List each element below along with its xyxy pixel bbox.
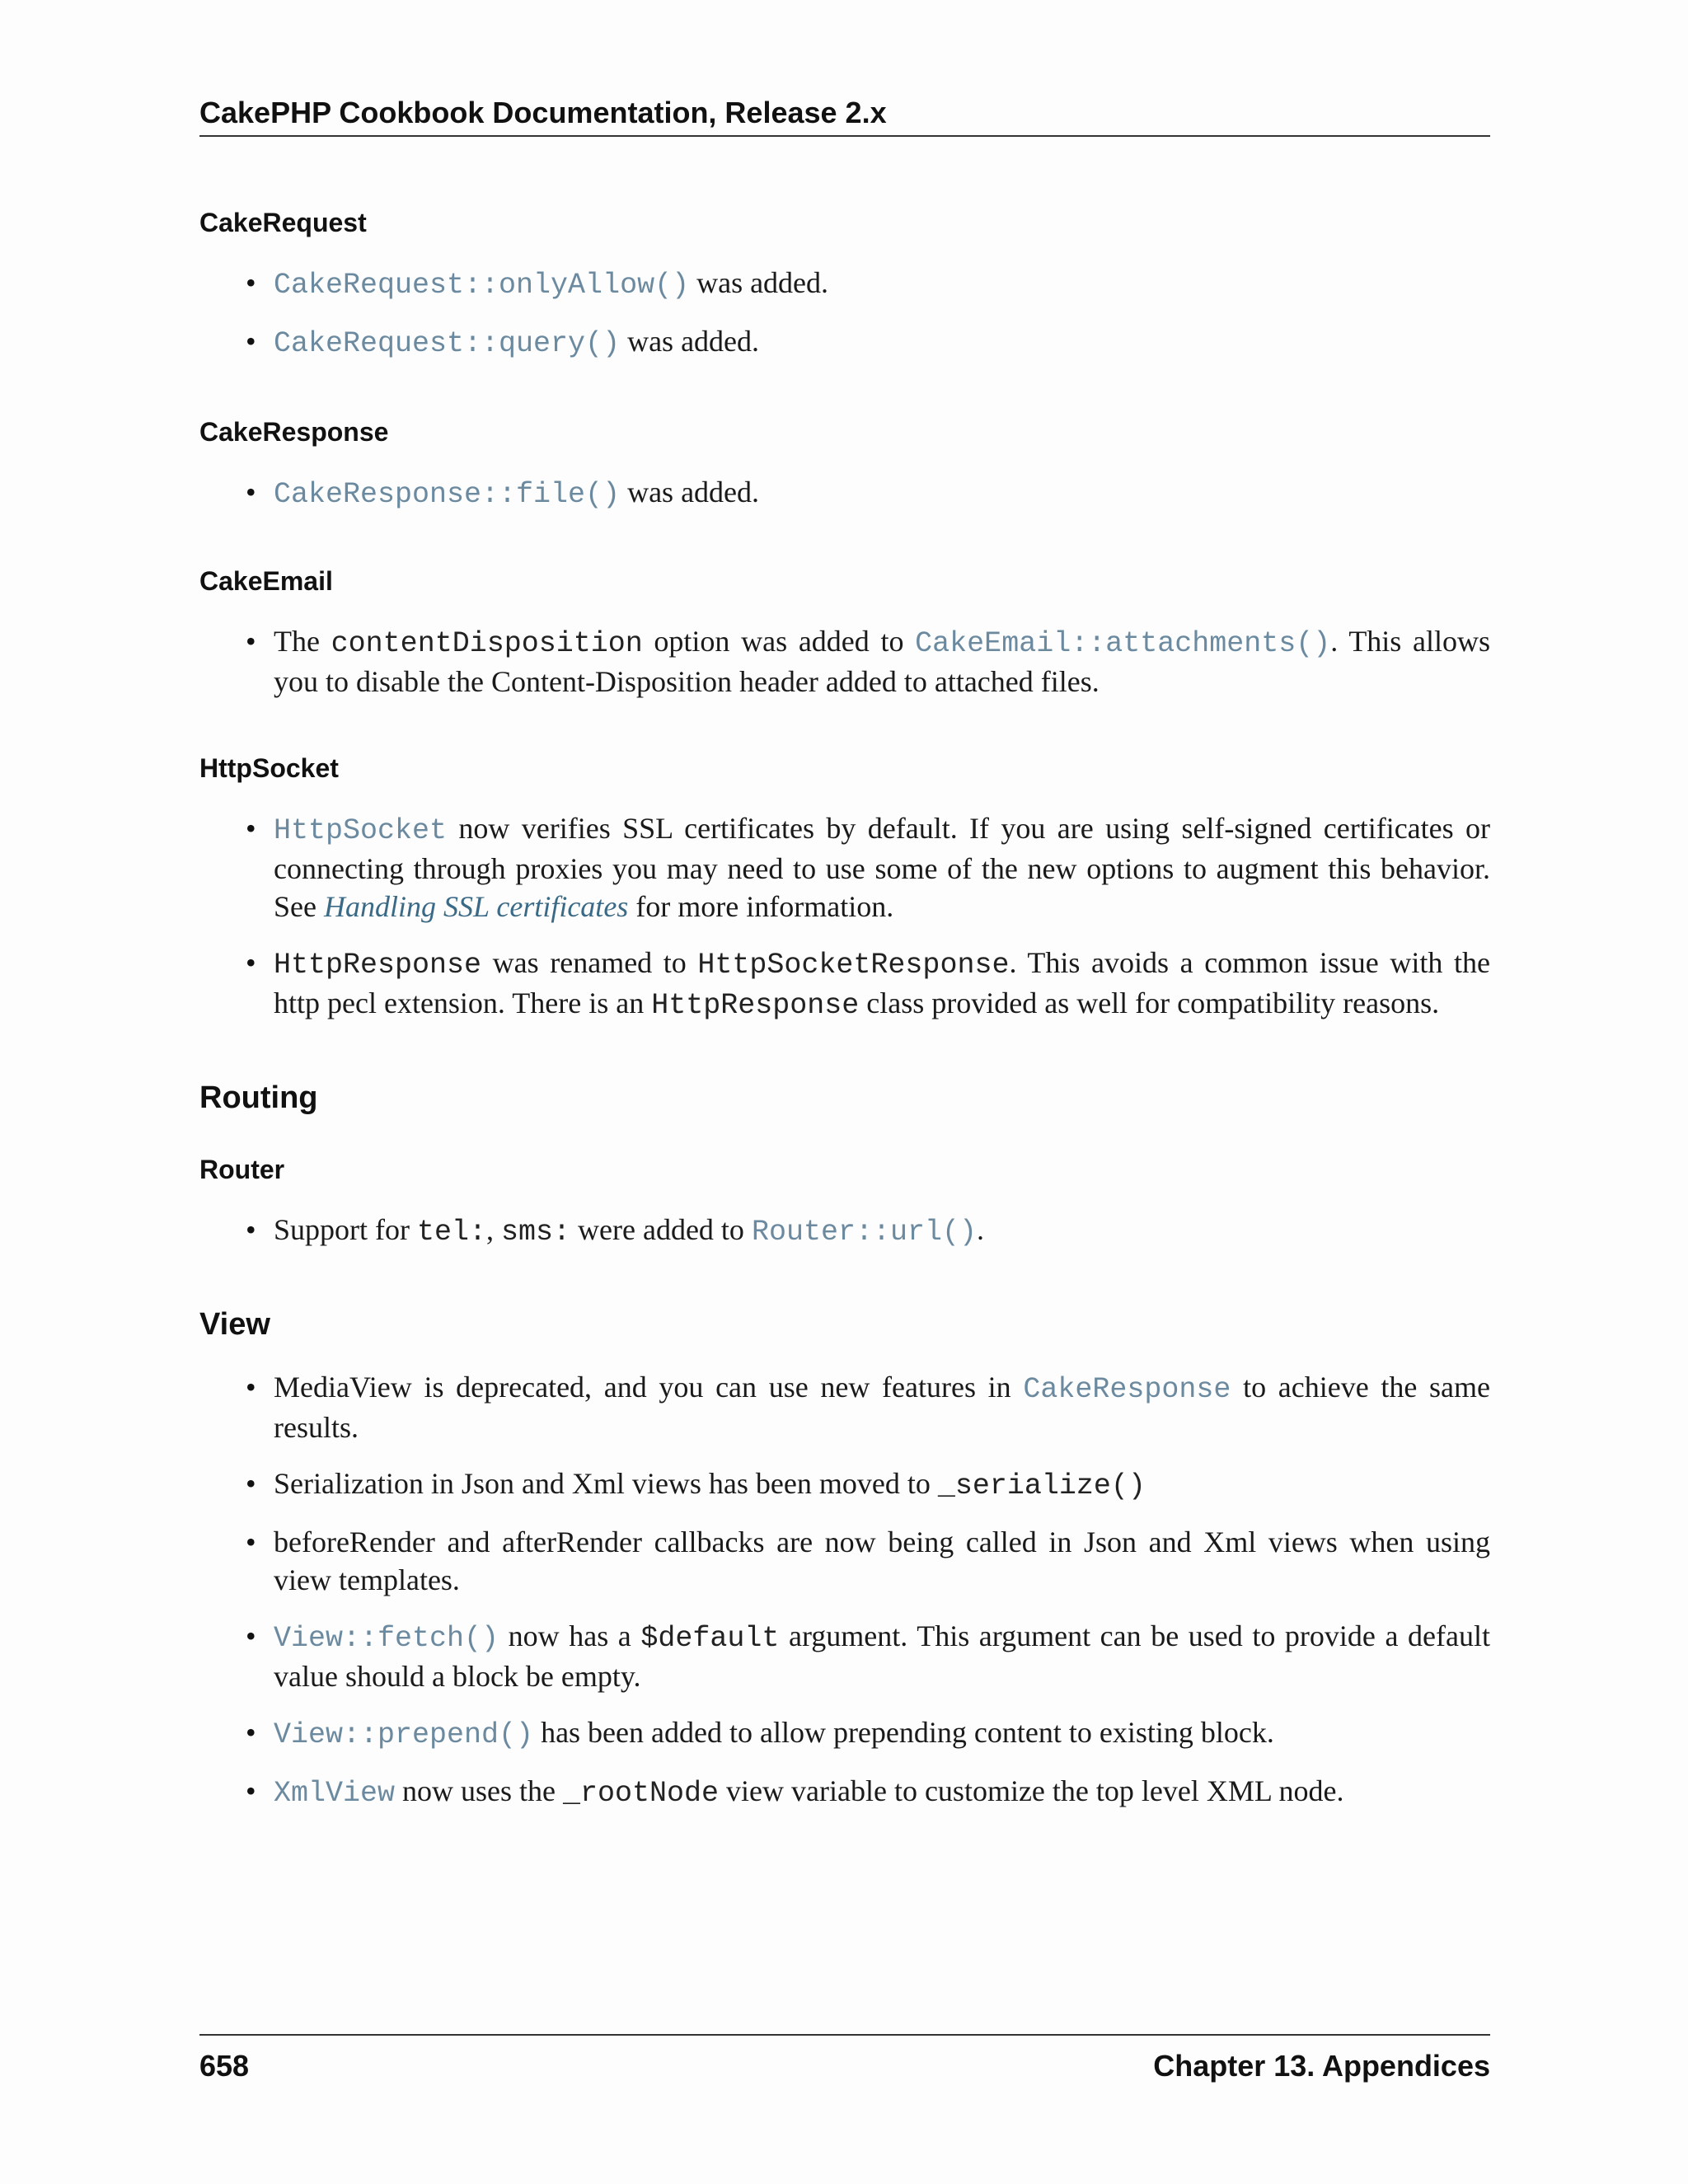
cakeresponse-list [199, 473, 1490, 513]
cakeresponse-file-link[interactable]: CakeResponse::file() [274, 478, 621, 511]
list-item: • CakeResponse::file() was added. [199, 473, 1490, 513]
list-item: • beforeRender and afterRender callbacks are now being called in Json and Xml views when using view templates. [199, 1523, 1490, 1599]
heading-view: View [199, 1307, 270, 1342]
cakeemail-list [199, 622, 1490, 701]
page-number: 658 [199, 2049, 250, 2083]
list-item: • HttpSocket now verifies SSL certificates by default. If you are using self-signed certificates or connecting through proxies you may need to use some of the new options to augment this behavior. See Handling SSL certificates for more information. [199, 809, 1490, 926]
list-item: • CakeRequest::query() was added. [199, 322, 1490, 363]
xmlview-link[interactable]: XmlView [274, 1777, 396, 1810]
handling-ssl-certificates-link[interactable]: Handling SSL certificates [323, 890, 629, 923]
view-fetch-link[interactable]: View::fetch() [274, 1622, 499, 1655]
page-content [199, 135, 1490, 1812]
page-header [199, 91, 1490, 137]
list-item: • Support for tel:, sms: were added to Router::url(). [199, 1211, 1490, 1251]
view-list [199, 1368, 1490, 1812]
httpsocket-list [199, 809, 1490, 1024]
cakeemail-attachments-link[interactable]: CakeEmail::attachments() [915, 627, 1331, 660]
heading-routing: Routing [199, 1080, 318, 1115]
router-url-link[interactable]: Router::url() [751, 1216, 977, 1249]
httpsocket-link[interactable]: HttpSocket [274, 814, 448, 847]
page-footer [199, 2034, 1490, 2088]
list-item: • Serialization in Json and Xml views has been moved to _serialize() [199, 1465, 1490, 1505]
chapter-title: Chapter 13. Appendices [1153, 2049, 1490, 2083]
view-prepend-link[interactable]: View::prepend() [274, 1718, 534, 1751]
list-item: • The contentDisposition option was added to CakeEmail::attachments(). This allows you to disable the Content-Disposition header added to attached files. [199, 622, 1490, 701]
list-item: • XmlView now uses the _rootNode view variable to customize the top level XML node. [199, 1772, 1490, 1812]
list-item: • CakeRequest::onlyAllow() was added. [199, 264, 1490, 304]
list-item: • MediaView is deprecated, and you can use new features in CakeResponse to achieve the same results. [199, 1368, 1490, 1446]
heading-router: Router [199, 1155, 285, 1184]
heading-httpsocket: HttpSocket [199, 753, 339, 783]
list-item: • View::prepend() has been added to allow prepending content to existing block. [199, 1713, 1490, 1754]
router-list [199, 1211, 1490, 1251]
cakerequest-onlyallow-link[interactable]: CakeRequest::onlyAllow() [274, 269, 690, 302]
list-item: • View::fetch() now has a $default argument. This argument can be used to provide a default value should a block be empty. [199, 1617, 1490, 1695]
document-title: CakePHP Cookbook Documentation, Release 2.x [199, 96, 887, 129]
cakerequest-list [199, 264, 1490, 363]
heading-cakeemail: CakeEmail [199, 566, 333, 596]
heading-cakerequest: CakeRequest [199, 208, 367, 237]
cakerequest-query-link[interactable]: CakeRequest::query() [274, 327, 621, 360]
cakeresponse-link[interactable]: CakeResponse [1023, 1373, 1231, 1406]
list-item: • HttpResponse was renamed to HttpSocketResponse. This avoids a common issue with the http pecl extension. There is an HttpResponse class provided as well for compatibility reasons. [199, 944, 1490, 1024]
heading-cakeresponse: CakeResponse [199, 417, 389, 447]
